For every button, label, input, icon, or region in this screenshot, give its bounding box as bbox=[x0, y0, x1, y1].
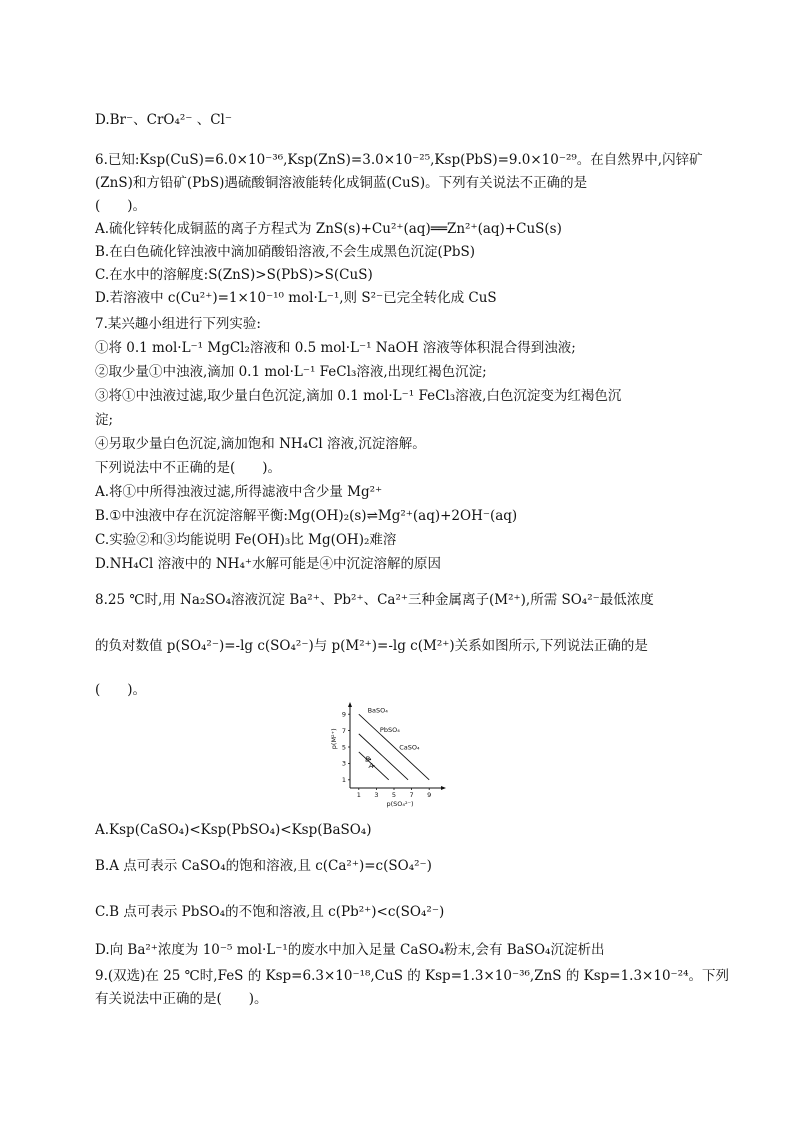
q5-option-d: D.Br⁻、CrO₄²⁻ 、Cl⁻ bbox=[95, 112, 232, 128]
solubility-chart bbox=[330, 700, 450, 810]
y-tick-label-4: 9 bbox=[341, 710, 346, 719]
q6-paren: ( )。 bbox=[95, 198, 147, 214]
q6-option-b: B.在白色硫化锌浊液中滴加硝酸铅溶液,不会生成黑色沉淀(PbS) bbox=[95, 244, 476, 260]
q6-option-c: C.在水中的溶解度:S(ZnS)>S(PbS)>S(CuS) bbox=[95, 267, 373, 283]
series-label-2: CaSO₄ bbox=[399, 743, 420, 752]
y-axis-label: p(M²⁺) bbox=[330, 728, 338, 750]
q8-option-d: D.向 Ba²⁺浓度为 10⁻⁵ mol·L⁻¹的废水中加入足量 CaSO₄粉末,会有 BaSO₄沉淀析出 bbox=[95, 942, 605, 958]
point-label-1: B bbox=[365, 755, 371, 764]
q8-stem-line1: 8.25 ℃时,用 Na₂SO₄溶液沉淀 Ba²⁺、Pb²⁺、Ca²⁺三种金属离子(M²⁺),所需 SO₄²⁻最低浓度 bbox=[95, 592, 654, 608]
y-tick-label-2: 5 bbox=[341, 743, 346, 752]
q7-step-3-cont: 淀; bbox=[95, 412, 114, 428]
y-tick-label-0: 1 bbox=[341, 776, 346, 785]
q6-option-d: D.若溶液中 c(Cu²⁺)=1×10⁻¹⁰ mol·L⁻¹,则 S²⁻已完全转化成 CuS bbox=[95, 290, 497, 306]
series-label-0: BaSO₄ bbox=[367, 706, 388, 715]
q9-stem-line1: 9.(双选)在 25 ℃时,FeS 的 Ksp=6.3×10⁻¹⁸,CuS 的 Ksp=1.3×10⁻³⁶,ZnS 的 Ksp=1.3×10⁻²⁴。下列 bbox=[95, 968, 729, 984]
q8-stem-line2: 的负对数值 p(SO₄²⁻)=-lg c(SO₄²⁻)与 p(M²⁺)=-lg c(M²⁺)关系如图所示,下列说法正确的是 bbox=[95, 638, 648, 654]
x-tick-label-4: 9 bbox=[427, 791, 432, 799]
q9-stem-line2: 有关说法中正确的是( )。 bbox=[95, 991, 268, 1007]
q8-option-b: B.A 点可表示 CaSO₄的饱和溶液,且 c(Ca²⁺)=c(SO₄²⁻) bbox=[95, 858, 432, 874]
q8-option-c: C.B 点可表示 PbSO₄的不饱和溶液,且 c(Pb²⁺)<c(SO₄²⁻) bbox=[95, 904, 445, 920]
y-tick-label-3: 7 bbox=[341, 726, 346, 735]
q6-stem-line2: (ZnS)和方铅矿(PbS)遇硫酸铜溶液能转化成铜蓝(CuS)。下列有关说法不正确的是 bbox=[95, 175, 588, 191]
q8-option-a: A.Ksp(CaSO₄)<Ksp(PbSO₄)<Ksp(BaSO₄) bbox=[95, 822, 372, 838]
x-tick-label-2: 5 bbox=[391, 791, 397, 799]
q7-step-4: ④另取少量白色沉淀,滴加饱和 NH₄Cl 溶液,沉淀溶解。 bbox=[95, 436, 426, 452]
y-axis-arrow-icon bbox=[348, 702, 352, 707]
q6-stem-line1: 6.已知:Ksp(CuS)=6.0×10⁻³⁶,Ksp(ZnS)=3.0×10⁻²⁵,Ksp(PbS)=9.0×10⁻²⁹。在自然界中,闪锌矿 bbox=[95, 152, 703, 168]
x-axis-arrow-icon bbox=[441, 786, 446, 790]
q7-step-3: ③将①中浊液过滤,取少量白色沉淀,滴加 0.1 mol·L⁻¹ FeCl₃溶液,白色沉淀变为红褐色沉 bbox=[95, 388, 622, 404]
q7-ask: 下列说法中不正确的是( )。 bbox=[95, 460, 282, 476]
q6-option-a: A.硫化锌转化成铜蓝的离子方程式为 ZnS(s)+Cu²⁺(aq)══Zn²⁺(aq)+CuS(s) bbox=[95, 221, 562, 237]
x-axis-label: p(SO₄²⁻) bbox=[386, 800, 414, 808]
x-tick-label-1: 3 bbox=[374, 791, 379, 799]
q7-option-d: D.NH₄Cl 溶液中的 NH₄⁺水解可能是④中沉淀溶解的原因 bbox=[95, 556, 441, 572]
q7-option-b: B.①中浊液中存在沉淀溶解平衡:Mg(OH)₂(s)⇌Mg²⁺(aq)+2OH⁻(aq) bbox=[95, 508, 518, 524]
q7-option-c: C.实验②和③均能说明 Fe(OH)₃比 Mg(OH)₂难溶 bbox=[95, 532, 397, 548]
x-tick-label-0: 1 bbox=[356, 791, 361, 799]
q7-step-1: ①将 0.1 mol·L⁻¹ MgCl₂溶液和 0.5 mol·L⁻¹ NaOH 溶液等体积混合得到浊液; bbox=[95, 340, 576, 356]
q7-step-2: ②取少量①中浊液,滴加 0.1 mol·L⁻¹ FeCl₃溶液,出现红褐色沉淀; bbox=[95, 364, 487, 380]
q7-option-a: A.将①中所得浊液过滤,所得滤液中含少量 Mg²⁺ bbox=[95, 484, 383, 500]
point-label-0: A bbox=[368, 761, 374, 770]
x-tick-label-3: 7 bbox=[409, 791, 414, 799]
q7-stem: 7.某兴趣小组进行下列实验: bbox=[95, 316, 261, 332]
y-tick-label-1: 3 bbox=[341, 759, 346, 768]
series-label-1: PbSO₄ bbox=[379, 726, 400, 735]
q8-paren: ( )。 bbox=[95, 682, 147, 698]
solubility-chart-svg bbox=[330, 700, 450, 810]
